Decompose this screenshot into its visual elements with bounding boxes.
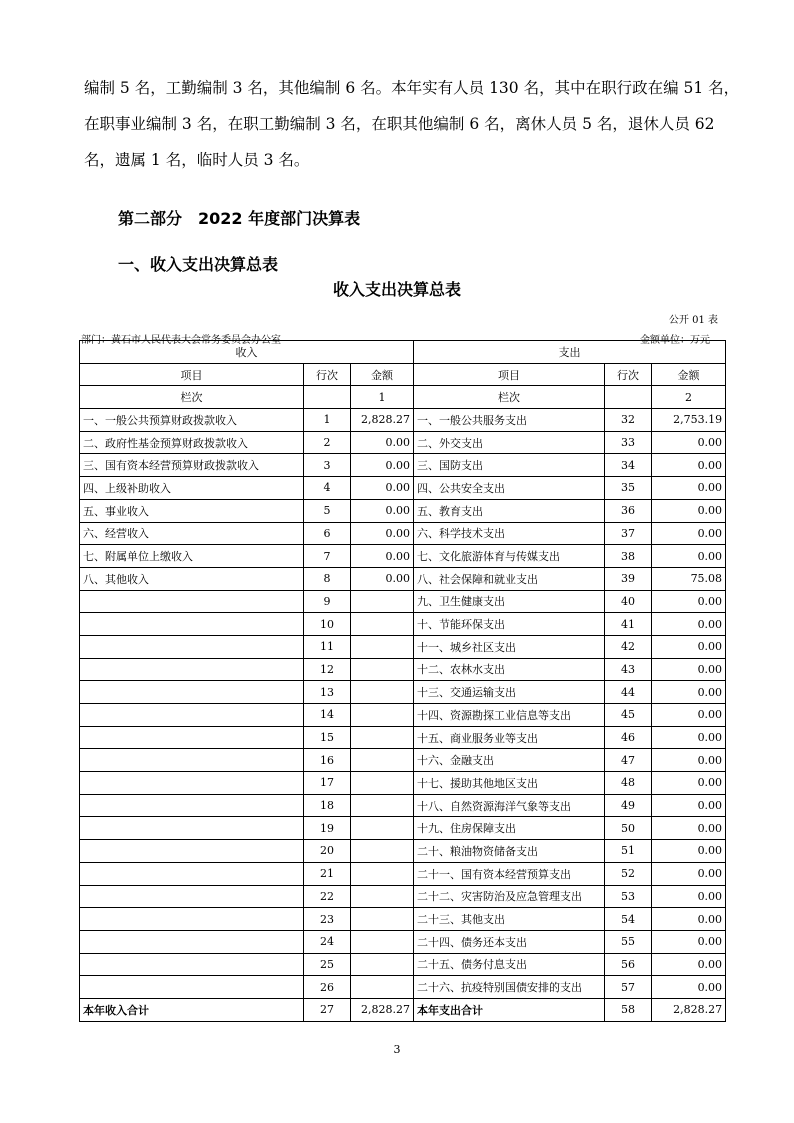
table-row bbox=[80, 976, 726, 999]
expense-rowno-cell: 41 bbox=[605, 613, 652, 636]
expense-item-cell: 六、科学技术支出 bbox=[414, 522, 605, 545]
table-row bbox=[80, 772, 726, 795]
expense-amount-cell: 0.00 bbox=[652, 930, 726, 953]
expense-item-cell: 十五、商业服务业等支出 bbox=[414, 726, 605, 749]
expense-amount-cell: 75.08 bbox=[652, 567, 726, 590]
income-amount-cell: 0.00 bbox=[351, 454, 414, 477]
expense-item-cell: 九、卫生健康支出 bbox=[414, 590, 605, 613]
expense-item-cell: 十三、交通运输支出 bbox=[414, 681, 605, 704]
income-amount-cell bbox=[351, 953, 414, 976]
income-item-cell bbox=[80, 681, 304, 704]
income-total-rowno: 27 bbox=[304, 998, 351, 1021]
income-rowno-cell: 12 bbox=[304, 658, 351, 681]
expense-rowno-cell: 33 bbox=[605, 431, 652, 454]
expense-item-cell: 二十三、其他支出 bbox=[414, 908, 605, 931]
table-row bbox=[80, 477, 726, 500]
income-item-cell bbox=[80, 658, 304, 681]
table-row bbox=[80, 885, 726, 908]
income-item-cell bbox=[80, 930, 304, 953]
table-row bbox=[80, 953, 726, 976]
income-item-cell bbox=[80, 613, 304, 636]
income-amount-cell: 0.00 bbox=[351, 522, 414, 545]
income-rowno-cell: 9 bbox=[304, 590, 351, 613]
subsection-heading: 一、收入支出决算总表 bbox=[118, 255, 279, 274]
income-amount-cell bbox=[351, 772, 414, 795]
expense-amount-cell: 0.00 bbox=[652, 840, 726, 863]
expense-item-cell: 二、外交支出 bbox=[414, 431, 605, 454]
expense-amount-cell: 0.00 bbox=[652, 908, 726, 931]
table-title: 收入支出决算总表 bbox=[332, 280, 461, 299]
section-heading: 第二部分 2022 年度部门决算表 bbox=[118, 209, 361, 228]
amount-unit-label: 金额单位：万元 bbox=[640, 335, 710, 346]
income-rowno-cell: 18 bbox=[304, 794, 351, 817]
income-item-cell bbox=[80, 794, 304, 817]
expense-amount-cell: 0.00 bbox=[652, 976, 726, 999]
expense-amount-cell: 0.00 bbox=[652, 499, 726, 522]
income-amount-cell: 0.00 bbox=[351, 499, 414, 522]
expense-amount-cell: 0.00 bbox=[652, 817, 726, 840]
table-row bbox=[80, 817, 726, 840]
expense-amount-cell: 0.00 bbox=[652, 658, 726, 681]
expense-rowno-cell: 45 bbox=[605, 704, 652, 727]
expense-item-cell: 三、国防支出 bbox=[414, 454, 605, 477]
expense-rowno-cell: 42 bbox=[605, 635, 652, 658]
table-row bbox=[80, 704, 726, 727]
expense-column-label: 栏次 bbox=[414, 386, 605, 409]
department-label: 部门：黄石市人民代表大会常务委员会办公室 bbox=[81, 335, 281, 346]
expense-amount-cell: 0.00 bbox=[652, 590, 726, 613]
income-rowno-cell: 26 bbox=[304, 976, 351, 999]
income-rowno-cell: 20 bbox=[304, 840, 351, 863]
income-header: 收入 bbox=[80, 341, 414, 364]
income-item-cell: 三、国有资本经营预算财政拨款收入 bbox=[80, 454, 304, 477]
table-row bbox=[80, 658, 726, 681]
table-row bbox=[80, 409, 726, 432]
income-rowno-cell: 4 bbox=[304, 477, 351, 500]
page-number: 3 bbox=[393, 1043, 401, 1056]
income-item-cell bbox=[80, 749, 304, 772]
expense-rowno-cell: 47 bbox=[605, 749, 652, 772]
header-row-column-labels bbox=[80, 386, 726, 409]
income-rowno-cell: 10 bbox=[304, 613, 351, 636]
expense-amount-cell: 0.00 bbox=[652, 681, 726, 704]
expense-rowno-cell: 38 bbox=[605, 545, 652, 568]
income-total-label: 本年收入合计 bbox=[80, 998, 304, 1021]
form-number: 公开 01 表 bbox=[668, 315, 718, 326]
expense-rowno-cell: 56 bbox=[605, 953, 652, 976]
income-amount-cell bbox=[351, 726, 414, 749]
income-rowno-cell: 3 bbox=[304, 454, 351, 477]
expense-item-cell: 十七、援助其他地区支出 bbox=[414, 772, 605, 795]
expense-item-cell: 二十一、国有资本经营预算支出 bbox=[414, 862, 605, 885]
expense-amount-cell: 0.00 bbox=[652, 635, 726, 658]
expense-item-cell: 十、节能环保支出 bbox=[414, 613, 605, 636]
table-row bbox=[80, 545, 726, 568]
expense-item-cell: 八、社会保障和就业支出 bbox=[414, 567, 605, 590]
expense-rowno-cell: 39 bbox=[605, 567, 652, 590]
table-row bbox=[80, 681, 726, 704]
income-col-number: 1 bbox=[351, 386, 414, 409]
expense-item-cell: 十四、资源勘探工业信息等支出 bbox=[414, 704, 605, 727]
income-rowno-cell: 2 bbox=[304, 431, 351, 454]
income-amount-cell bbox=[351, 908, 414, 931]
income-amount-cell bbox=[351, 749, 414, 772]
expense-header: 支出 bbox=[414, 341, 726, 364]
income-amount-header: 金额 bbox=[351, 363, 414, 386]
income-item-cell bbox=[80, 590, 304, 613]
expense-rowno-cell: 43 bbox=[605, 658, 652, 681]
income-item-cell: 一、一般公共预算财政拨款收入 bbox=[80, 409, 304, 432]
income-amount-cell: 0.00 bbox=[351, 477, 414, 500]
paragraph-line: 名，遗属 1 名，临时人员 3 名。 bbox=[84, 151, 310, 169]
income-amount-cell bbox=[351, 658, 414, 681]
income-column-label: 栏次 bbox=[80, 386, 304, 409]
expense-amount-cell: 0.00 bbox=[652, 794, 726, 817]
empty-cell bbox=[605, 386, 652, 409]
income-item-cell bbox=[80, 953, 304, 976]
income-item-cell bbox=[80, 817, 304, 840]
income-amount-cell bbox=[351, 930, 414, 953]
expense-item-cell: 十九、住房保障支出 bbox=[414, 817, 605, 840]
expense-amount-cell: 0.00 bbox=[652, 477, 726, 500]
income-item-cell bbox=[80, 726, 304, 749]
income-expense-table bbox=[79, 340, 726, 1022]
table-row bbox=[80, 840, 726, 863]
income-item-cell: 四、上级补助收入 bbox=[80, 477, 304, 500]
expense-amount-cell: 0.00 bbox=[652, 726, 726, 749]
expense-rowno-cell: 49 bbox=[605, 794, 652, 817]
intro-paragraph bbox=[84, 70, 740, 178]
income-item-cell: 八、其他收入 bbox=[80, 567, 304, 590]
table-row bbox=[80, 635, 726, 658]
table-row bbox=[80, 908, 726, 931]
income-amount-cell: 0.00 bbox=[351, 431, 414, 454]
expense-rowno-cell: 54 bbox=[605, 908, 652, 931]
expense-rowno-cell: 57 bbox=[605, 976, 652, 999]
income-amount-cell: 0.00 bbox=[351, 567, 414, 590]
paragraph-line: 在职事业编制 3 名，在职工勤编制 3 名，在职其他编制 6 名，离休人员 5 名，退休人员 62 bbox=[84, 115, 715, 133]
table-row bbox=[80, 862, 726, 885]
expense-rowno-cell: 50 bbox=[605, 817, 652, 840]
income-item-cell bbox=[80, 704, 304, 727]
income-rowno-cell: 16 bbox=[304, 749, 351, 772]
income-amount-cell bbox=[351, 817, 414, 840]
table-row bbox=[80, 749, 726, 772]
income-rowno-cell: 22 bbox=[304, 885, 351, 908]
income-amount-cell bbox=[351, 794, 414, 817]
income-amount-cell bbox=[351, 862, 414, 885]
income-rowno-cell: 17 bbox=[304, 772, 351, 795]
expense-item-cell: 二十二、灾害防治及应急管理支出 bbox=[414, 885, 605, 908]
income-amount-cell bbox=[351, 613, 414, 636]
income-amount-cell bbox=[351, 885, 414, 908]
paragraph-line: 编制 5 名，工勤编制 3 名，其他编制 6 名。本年实有人员 130 名，其中在职行政在编 51 名， bbox=[84, 79, 740, 97]
expense-rowno-cell: 36 bbox=[605, 499, 652, 522]
income-item-cell bbox=[80, 885, 304, 908]
income-amount-cell bbox=[351, 704, 414, 727]
expense-total-rowno: 58 bbox=[605, 998, 652, 1021]
income-item-cell bbox=[80, 772, 304, 795]
empty-cell bbox=[304, 386, 351, 409]
expense-item-cell: 二十四、债务还本支出 bbox=[414, 930, 605, 953]
expense-amount-cell: 0.00 bbox=[652, 862, 726, 885]
income-rowno-cell: 6 bbox=[304, 522, 351, 545]
expense-item-header: 项目 bbox=[414, 363, 605, 386]
expense-rowno-cell: 32 bbox=[605, 409, 652, 432]
expense-rowno-cell: 53 bbox=[605, 885, 652, 908]
expense-item-cell: 十六、金融支出 bbox=[414, 749, 605, 772]
income-item-cell bbox=[80, 908, 304, 931]
expense-amount-cell: 0.00 bbox=[652, 772, 726, 795]
table-row bbox=[80, 431, 726, 454]
expense-amount-cell: 0.00 bbox=[652, 545, 726, 568]
income-item-cell: 二、政府性基金预算财政拨款收入 bbox=[80, 431, 304, 454]
income-item-cell: 五、事业收入 bbox=[80, 499, 304, 522]
income-total-amount: 2,828.27 bbox=[351, 998, 414, 1021]
table-row bbox=[80, 794, 726, 817]
expense-total-label: 本年支出合计 bbox=[414, 998, 605, 1021]
income-rowno-cell: 5 bbox=[304, 499, 351, 522]
income-rowno-cell: 8 bbox=[304, 567, 351, 590]
expense-item-cell: 七、文化旅游体育与传媒支出 bbox=[414, 545, 605, 568]
income-item-cell bbox=[80, 976, 304, 999]
income-rowno-cell: 7 bbox=[304, 545, 351, 568]
income-amount-cell bbox=[351, 635, 414, 658]
income-item-cell bbox=[80, 862, 304, 885]
header-row-columns bbox=[80, 363, 726, 386]
income-amount-cell bbox=[351, 976, 414, 999]
expense-amount-header: 金额 bbox=[652, 363, 726, 386]
income-amount-cell bbox=[351, 840, 414, 863]
income-amount-cell bbox=[351, 681, 414, 704]
expense-item-cell: 四、公共安全支出 bbox=[414, 477, 605, 500]
expense-amount-cell: 0.00 bbox=[652, 454, 726, 477]
expense-item-cell: 二十、粮油物资储备支出 bbox=[414, 840, 605, 863]
expense-total-amount: 2,828.27 bbox=[652, 998, 726, 1021]
income-rowno-header: 行次 bbox=[304, 363, 351, 386]
expense-rowno-cell: 35 bbox=[605, 477, 652, 500]
income-rowno-cell: 13 bbox=[304, 681, 351, 704]
expense-amount-cell: 0.00 bbox=[652, 704, 726, 727]
expense-rowno-cell: 40 bbox=[605, 590, 652, 613]
expense-rowno-cell: 46 bbox=[605, 726, 652, 749]
table-row bbox=[80, 726, 726, 749]
expense-amount-cell: 0.00 bbox=[652, 749, 726, 772]
expense-rowno-cell: 52 bbox=[605, 862, 652, 885]
table-row bbox=[80, 567, 726, 590]
income-rowno-cell: 15 bbox=[304, 726, 351, 749]
expense-amount-cell: 0.00 bbox=[652, 613, 726, 636]
income-amount-cell: 0.00 bbox=[351, 545, 414, 568]
expense-rowno-cell: 48 bbox=[605, 772, 652, 795]
income-item-cell bbox=[80, 635, 304, 658]
income-rowno-cell: 24 bbox=[304, 930, 351, 953]
expense-amount-cell: 0.00 bbox=[652, 885, 726, 908]
income-item-cell: 六、经营收入 bbox=[80, 522, 304, 545]
income-amount-cell bbox=[351, 590, 414, 613]
expense-rowno-cell: 55 bbox=[605, 930, 652, 953]
income-rowno-cell: 1 bbox=[304, 409, 351, 432]
expense-rowno-cell: 34 bbox=[605, 454, 652, 477]
expense-item-cell: 十八、自然资源海洋气象等支出 bbox=[414, 794, 605, 817]
table-row bbox=[80, 499, 726, 522]
income-item-cell bbox=[80, 840, 304, 863]
table-row bbox=[80, 613, 726, 636]
income-rowno-cell: 25 bbox=[304, 953, 351, 976]
income-amount-cell: 2,828.27 bbox=[351, 409, 414, 432]
expense-item-cell: 二十五、债务付息支出 bbox=[414, 953, 605, 976]
expense-rowno-cell: 37 bbox=[605, 522, 652, 545]
table-row bbox=[80, 590, 726, 613]
expense-amount-cell: 2,753.19 bbox=[652, 409, 726, 432]
income-rowno-cell: 21 bbox=[304, 862, 351, 885]
expense-col-number: 2 bbox=[652, 386, 726, 409]
expense-item-cell: 十一、城乡社区支出 bbox=[414, 635, 605, 658]
expense-item-cell: 二十六、抗疫特别国债安排的支出 bbox=[414, 976, 605, 999]
income-item-header: 项目 bbox=[80, 363, 304, 386]
expense-rowno-header: 行次 bbox=[605, 363, 652, 386]
total-row bbox=[80, 998, 726, 1021]
expense-item-cell: 一、一般公共服务支出 bbox=[414, 409, 605, 432]
table-row bbox=[80, 454, 726, 477]
income-item-cell: 七、附属单位上缴收入 bbox=[80, 545, 304, 568]
table-row bbox=[80, 522, 726, 545]
income-rowno-cell: 11 bbox=[304, 635, 351, 658]
expense-amount-cell: 0.00 bbox=[652, 522, 726, 545]
expense-amount-cell: 0.00 bbox=[652, 431, 726, 454]
expense-item-cell: 十二、农林水支出 bbox=[414, 658, 605, 681]
table-row bbox=[80, 930, 726, 953]
expense-rowno-cell: 51 bbox=[605, 840, 652, 863]
expense-amount-cell: 0.00 bbox=[652, 953, 726, 976]
header-row-section bbox=[80, 341, 726, 364]
expense-item-cell: 五、教育支出 bbox=[414, 499, 605, 522]
expense-rowno-cell: 44 bbox=[605, 681, 652, 704]
income-rowno-cell: 14 bbox=[304, 704, 351, 727]
income-rowno-cell: 19 bbox=[304, 817, 351, 840]
income-rowno-cell: 23 bbox=[304, 908, 351, 931]
